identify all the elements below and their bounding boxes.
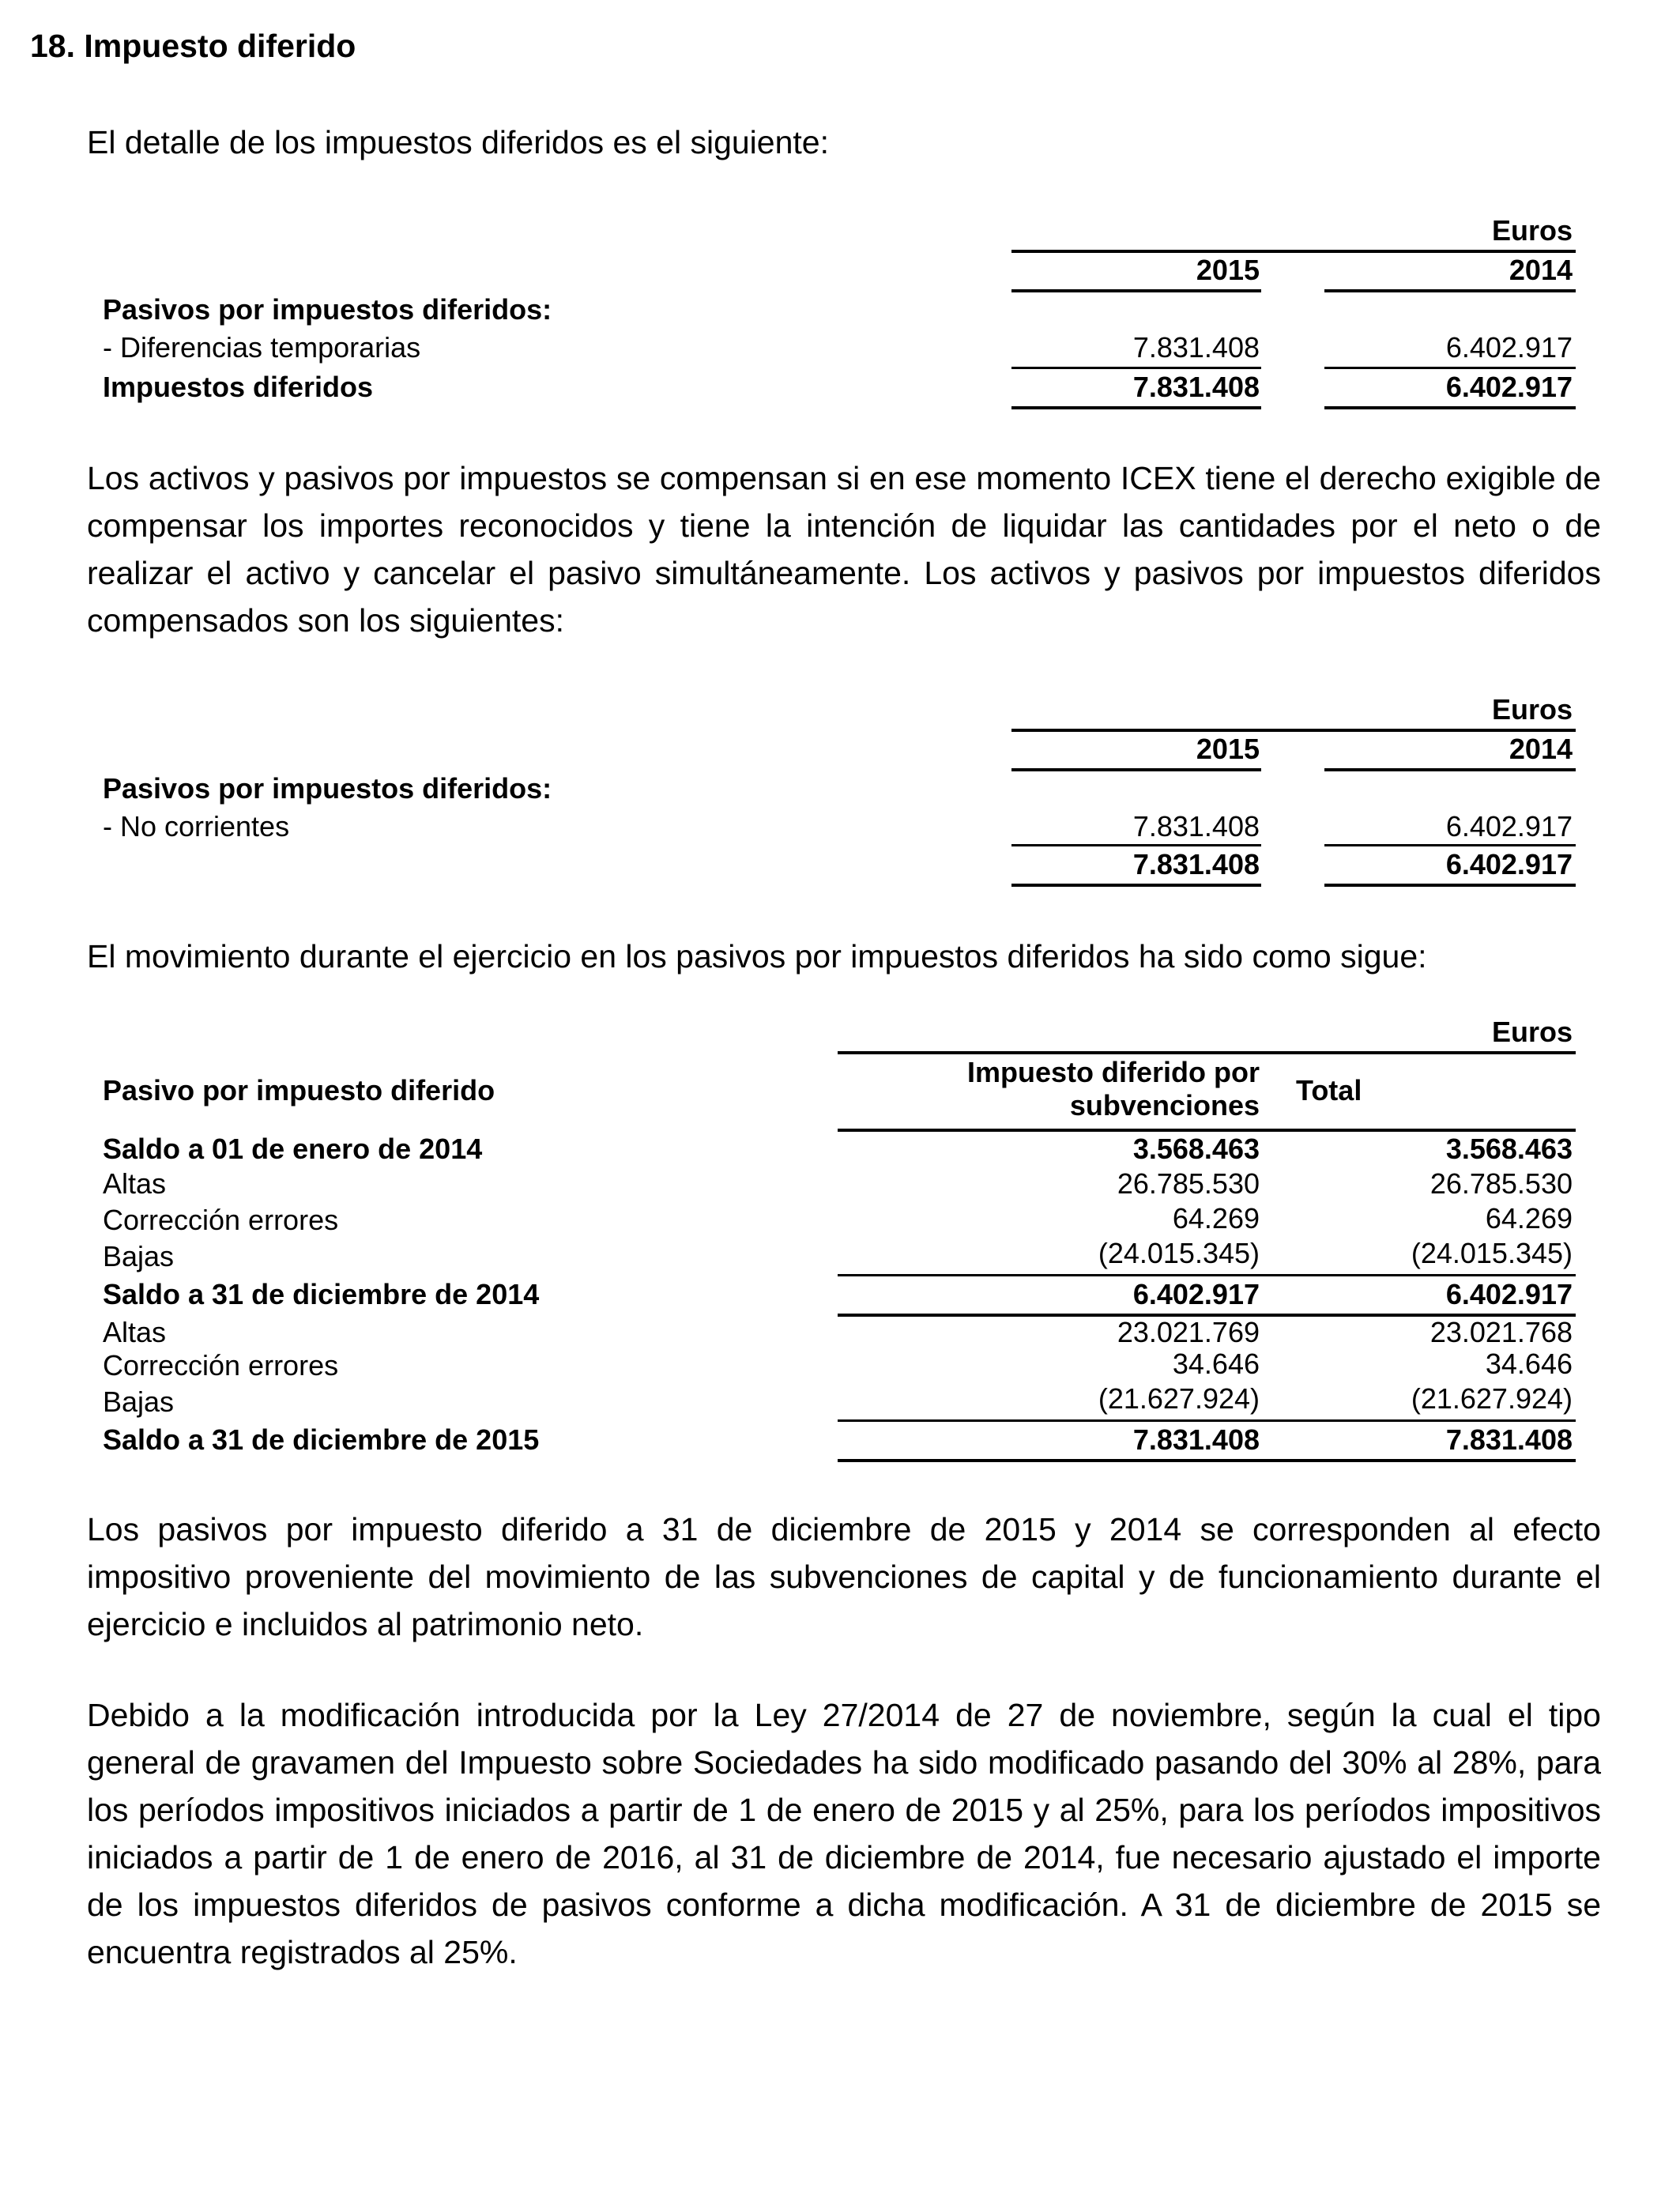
law-change-paragraph: Debido a la modificación introducida por la Ley 27/2014 de 27 de noviembre, según la cual el tipo general de gravamen del Impuesto sobre Sociedades ha sido modificado pasando del 30% al 28%, para los períodos impositivos iniciados a partir de 1 de enero de 2015 y al 25%, para los períodos impositivos iniciados a partir de 1 de enero de 2016, al 31 de diciembre de 2014, fue necesario ajustado el importe de los impuestos diferidos de pasivos conforme a dicha modificación. A 31 de diciembre de 2015 se encuentra registrados al 25%. (87, 1697, 1601, 1970)
total-rule (1324, 884, 1576, 887)
row-value-total: 34.646 (1485, 1348, 1573, 1380)
subtotal-rule (1324, 367, 1576, 369)
column-header-subsidies (838, 1056, 1260, 1122)
total-value-2015: 7.831.408 (1132, 848, 1260, 880)
section-title: 18. Impuesto diferido (30, 28, 356, 64)
section-label: Pasivos por impuestos diferidos: (103, 772, 552, 805)
row-label: Saldo a 31 de diciembre de 2015 (103, 1423, 540, 1456)
row-value-total: 26.785.530 (1430, 1167, 1573, 1200)
row-value-subsidies: 26.785.530 (1117, 1167, 1260, 1200)
row-value-subsidies: 23.021.769 (1117, 1316, 1260, 1348)
column-header-total: Total (1296, 1074, 1362, 1106)
row-value-total: 64.269 (1485, 1202, 1573, 1235)
row-value-subsidies: (21.627.924) (1098, 1382, 1260, 1415)
row-value-subsidies: 64.269 (1172, 1202, 1260, 1235)
column-header-2015: 2015 (1196, 733, 1260, 765)
subtotal-rule (1011, 844, 1261, 846)
row-label: Bajas (103, 1240, 175, 1272)
row-value-total: 7.831.408 (1445, 1423, 1573, 1456)
row-label: - No corrientes (103, 810, 290, 843)
row-value-2014: 6.402.917 (1445, 810, 1573, 843)
row-value-subsidies: (24.015.345) (1098, 1237, 1260, 1269)
row-value-total: (24.015.345) (1411, 1237, 1573, 1269)
total-value-2014: 6.402.917 (1445, 371, 1573, 403)
row-value-subsidies: 3.568.463 (1132, 1133, 1260, 1165)
row-value-subsidies: 34.646 (1172, 1348, 1260, 1380)
subtotal-rule (1324, 844, 1576, 846)
total-value-2014: 6.402.917 (1445, 848, 1573, 880)
row-header: Pasivo por impuesto diferido (103, 1074, 495, 1106)
row-label: - Diferencias temporarias (103, 331, 421, 364)
subtotal-rule (838, 1274, 1576, 1276)
column-header-2014: 2014 (1509, 254, 1573, 286)
column-rule (1324, 768, 1576, 771)
row-label: Corrección errores (103, 1349, 339, 1382)
row-label: Saldo a 01 de enero de 2014 (103, 1133, 483, 1165)
subtotal-rule (838, 1419, 1576, 1422)
currency-label: Euros (1491, 693, 1573, 726)
column-header-line2: subvenciones (1069, 1089, 1260, 1122)
column-rule (1011, 289, 1261, 292)
column-rule (1011, 768, 1261, 771)
currency-label: Euros (1491, 1016, 1573, 1048)
column-header-2014: 2014 (1509, 733, 1573, 765)
row-label: Altas (103, 1316, 167, 1348)
row-value-total: (21.627.924) (1411, 1382, 1573, 1415)
row-value-subsidies: 6.402.917 (1132, 1278, 1260, 1310)
header-rule (838, 1051, 1576, 1054)
total-rule (838, 1459, 1576, 1462)
offset-paragraph: Los activos y pasivos por impuestos se compensan si en ese momento ICEX tiene el derecho exigible de compensar los importes reconocidos y tiene la intención de liquidar las cantidades por el neto o de realizar el activo y cancelar el pasivo simultáneamente. Los activos y pasivos por impuestos diferidos compensados son los siguientes: (87, 460, 1601, 639)
row-value-subsidies: 7.831.408 (1132, 1423, 1260, 1456)
subtotal-rule (1011, 367, 1261, 369)
column-header-2015: 2015 (1196, 254, 1260, 286)
row-value-2015: 7.831.408 (1132, 810, 1260, 843)
row-value-total: 23.021.768 (1430, 1316, 1573, 1348)
row-value-2015: 7.831.408 (1132, 331, 1260, 364)
total-rule (1324, 406, 1576, 409)
column-header-line1: Impuesto diferido por (966, 1056, 1260, 1088)
total-rule (1011, 884, 1261, 887)
total-rule (1011, 406, 1261, 409)
row-label: Saldo a 31 de diciembre de 2014 (103, 1278, 540, 1310)
section-label: Pasivos por impuestos diferidos: (103, 293, 552, 326)
column-rule (1324, 289, 1576, 292)
row-value-total: 3.568.463 (1445, 1133, 1573, 1165)
currency-label: Euros (1491, 214, 1573, 247)
row-label: Corrección errores (103, 1204, 339, 1236)
row-value-total: 6.402.917 (1445, 1278, 1573, 1310)
total-label: Impuestos diferidos (103, 371, 374, 403)
row-value-2014: 6.402.917 (1445, 331, 1573, 364)
total-value-2015: 7.831.408 (1132, 371, 1260, 403)
intro-paragraph: El detalle de los impuestos diferidos es el siguiente: (87, 124, 829, 160)
movement-paragraph: El movimiento durante el ejercicio en los pasivos por impuestos diferidos ha sido como sigue: (87, 938, 1427, 974)
row-label: Altas (103, 1167, 167, 1200)
row-label: Bajas (103, 1385, 175, 1418)
explanation-paragraph: Los pasivos por impuesto diferido a 31 de diciembre de 2015 y 2014 se corresponden al efecto impositivo proveniente del movimiento de las subvenciones de capital y de funcionamiento durante el ejercicio e incluidos al patrimonio neto. (87, 1511, 1601, 1642)
